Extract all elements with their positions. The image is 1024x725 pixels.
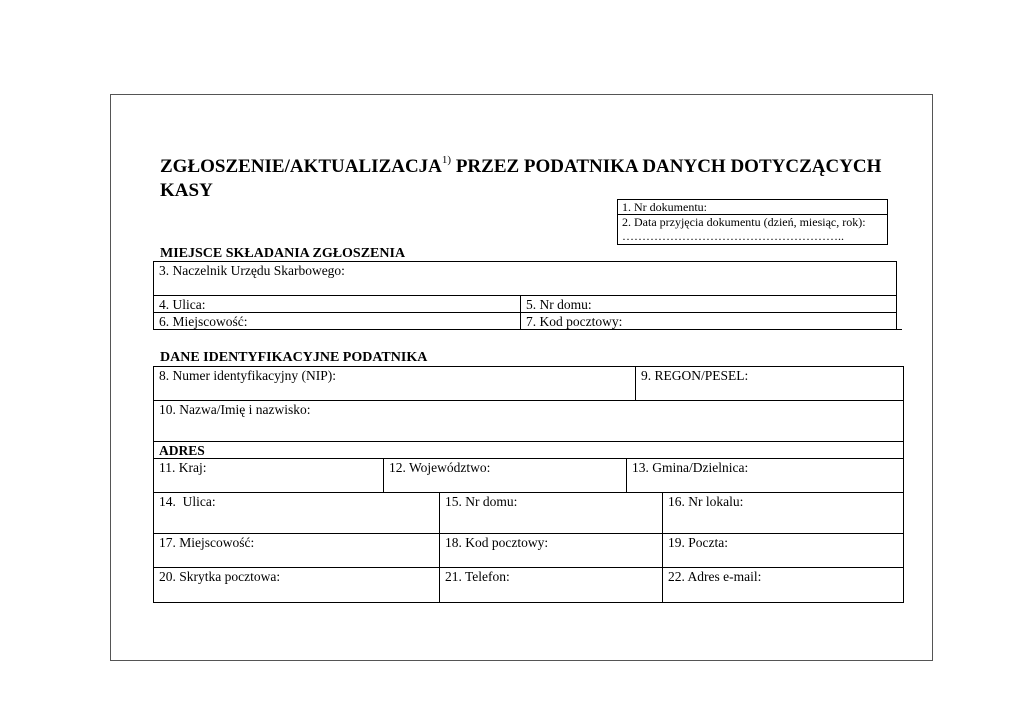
regon-pesel-field[interactable]: 9. REGON/PESEL: [641,368,749,383]
divider [153,567,904,568]
city-field[interactable]: 17. Miejscowość: [159,535,255,550]
title-footnote: 1) [441,154,452,166]
phone-field[interactable]: 21. Telefon: [445,569,510,584]
receipt-date-label: 2. Data przyjęcia dokumentu (dzień, miesiąc, rok): [622,215,866,229]
email-field[interactable]: 22. Adres e-mail: [668,569,762,584]
tax-office-field[interactable]: 3. Naczelnik Urzędu Skarbowego: [159,263,345,278]
street-field[interactable]: 14. Ulica: [159,494,216,509]
divider [153,492,904,493]
divider [153,295,897,296]
divider [153,458,904,459]
office-postal-code-field[interactable]: 7. Kod pocztowy: [526,314,623,329]
divider [635,366,636,400]
postal-code-field[interactable]: 18. Kod pocztowy: [445,535,549,550]
section-heading-dane: DANE IDENTYFIKACYJNE PODATNIKA [160,350,428,365]
divider [626,458,627,492]
office-street-field[interactable]: 4. Ulica: [159,297,206,312]
divider [153,400,904,401]
office-city-field[interactable]: 6. Miejscowość: [159,314,248,329]
divider [439,492,440,602]
nip-field[interactable]: 8. Numer identyfikacyjny (NIP): [159,368,336,383]
title-rest: PRZEZ PODATNIKA DANYCH DOTYCZĄCYCH KASY [160,156,882,201]
voivodeship-field[interactable]: 12. Województwo: [389,460,491,475]
title-main: ZGŁOSZENIE/AKTUALIZACJA [160,156,442,177]
section-heading-miejsce: MIEJSCE SKŁADANIA ZGŁOSZENIA [160,246,406,261]
office-house-number-field[interactable]: 5. Nr domu: [526,297,592,312]
divider [896,329,902,330]
divider [662,492,663,602]
receipt-date-field[interactable]: ……………………………………………….. [622,229,844,243]
document-number-label: 1. Nr dokumentu: [622,200,707,214]
divider [153,533,904,534]
house-number-field[interactable]: 15. Nr domu: [445,494,518,509]
section-heading-adres: ADRES [159,443,205,458]
municipality-field[interactable]: 13. Gmina/Dzielnica: [632,460,749,475]
divider [383,458,384,492]
form-title [160,155,900,203]
post-office-field[interactable]: 19. Poczta: [668,535,728,550]
name-field[interactable]: 10. Nazwa/Imię i nazwisko: [159,402,311,417]
apartment-number-field[interactable]: 16. Nr lokalu: [668,494,744,509]
country-field[interactable]: 11. Kraj: [159,460,207,475]
divider [520,295,521,330]
po-box-field[interactable]: 20. Skrytka pocztowa: [159,569,281,584]
divider [153,441,904,442]
